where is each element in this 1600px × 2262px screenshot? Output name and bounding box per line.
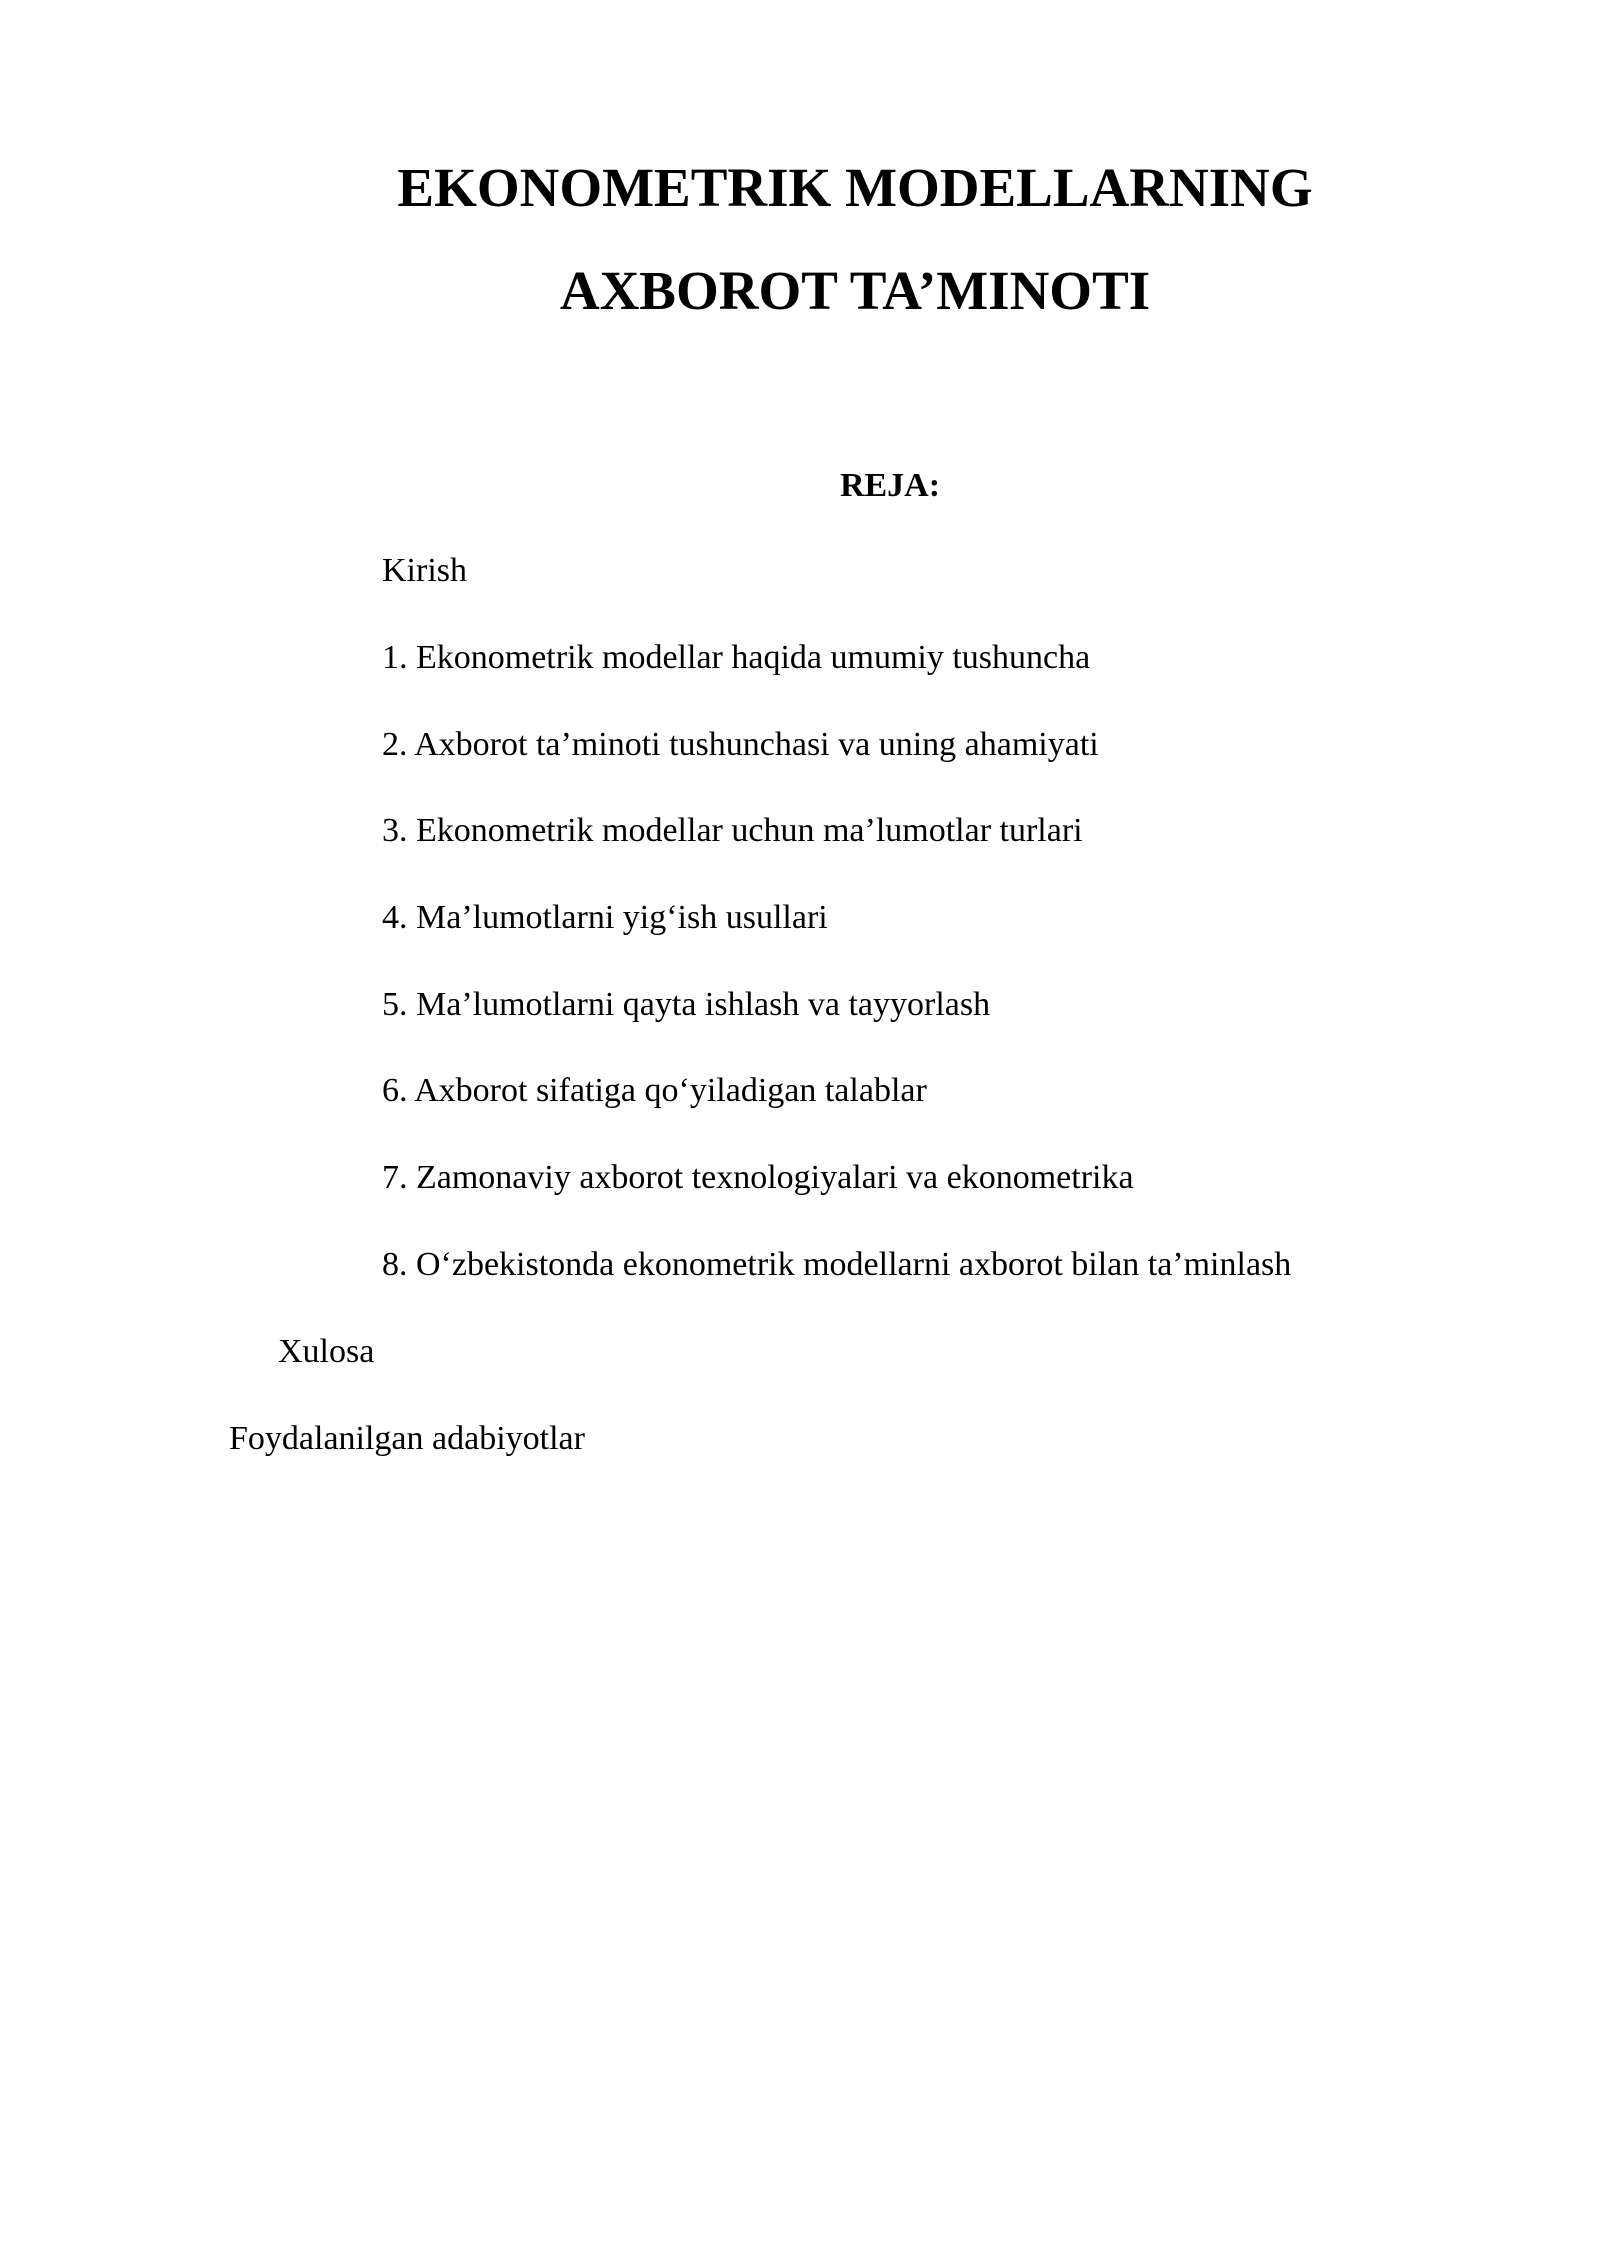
plan-item-intro: Kirish [382, 552, 467, 589]
plan-item-4: 4. Ma’lumotlarni yig‘ish usullari [382, 899, 828, 936]
document-title-line-1: EKONOMETRIK MODELLARNING [397, 157, 1313, 218]
plan-item-conclusion: Xulosa [278, 1333, 375, 1370]
plan-item-5: 5. Ma’lumotlarni qayta ishlash va tayyorlash [382, 986, 991, 1023]
plan-item-3: 3. Ekonometrik modellar uchun ma’lumotlar turlari [382, 812, 1083, 849]
document-title-line-2: AXBOROT TA’MINOTI [559, 260, 1151, 321]
plan-item-references: Foydalanilgan adabiyotlar [229, 1420, 585, 1457]
plan-item-8: 8. O‘zbekistonda ekonometrik modellarni axborot bilan ta’minlash [382, 1246, 1292, 1283]
plan-item-7: 7. Zamonaviy axborot texnologiyalari va ekonometrika [382, 1159, 1134, 1196]
plan-heading: REJA: [839, 467, 941, 504]
plan-item-6: 6. Axborot sifatiga qo‘yiladigan talablar [382, 1072, 927, 1109]
plan-item-1: 1. Ekonometrik modellar haqida umumiy tushuncha [382, 639, 1091, 676]
plan-item-2: 2. Axborot ta’minoti tushunchasi va uning ahamiyati [382, 726, 1099, 763]
